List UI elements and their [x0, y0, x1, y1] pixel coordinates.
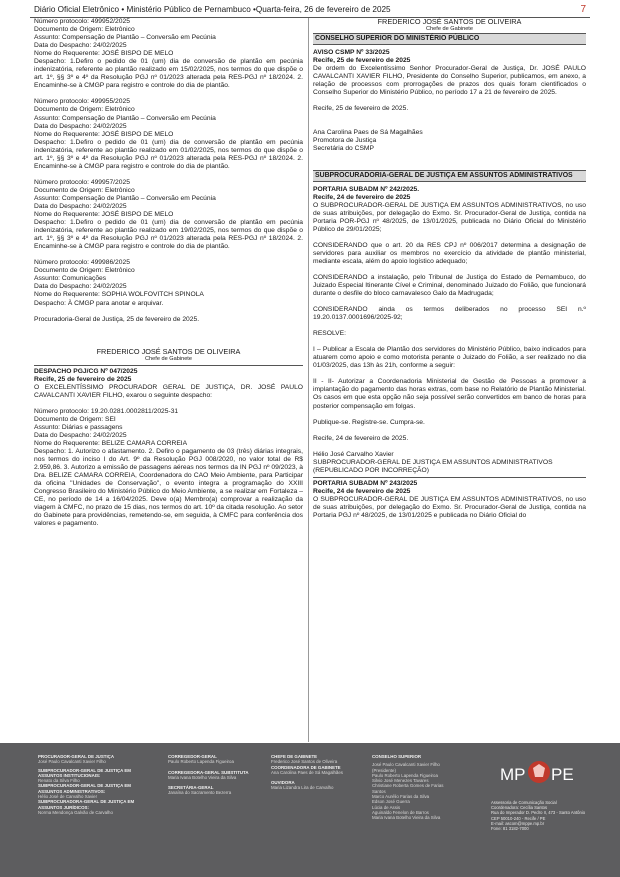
footer-heading: CHEFE DE GABINETE	[271, 754, 318, 759]
signature-role: Secretária do CSMP	[313, 145, 374, 153]
mppe-logo-icon	[498, 755, 576, 791]
considerando: CONSIDERANDO a instalação, pelo Tribunal de Justiça do Estado de Pernambuco, do Juizado Especial Itinerante Cível e Criminal, denominado Juizado do Folião, que funcionará durante o desfile do bloco carnavalesco Galo da Madrugada;	[313, 273, 586, 298]
right-column	[313, 18, 586, 520]
despacho-date: Data do Despacho: 24/02/2025	[34, 42, 127, 50]
signature-role: Promotora de Justiça	[313, 137, 377, 145]
footer-heading: Assessoria de Comunicação Social	[491, 800, 557, 805]
footer-column	[372, 754, 452, 821]
document-origin: Documento de Origem: Eletrônico	[34, 267, 135, 275]
footer-text: Marco Aurélio Farias da Silva	[372, 794, 430, 800]
despacho-date: Data do Despacho: 24/02/2025	[34, 283, 127, 291]
considerando: CONSIDERANDO que o art. 20 da RES CPJ nº 006/2017 determina a designação de servidores para auxiliar os membros no exercício da atividade de plantão ministerial, mediante escala, além do apoio logístico adequado;	[313, 241, 586, 265]
document-origin: Documento de Origem: SEI	[34, 415, 116, 423]
despacho-text: Despacho: À CMGP para anotar e arquivar.	[34, 299, 164, 307]
portaria-date: Recife, 24 de fevereiro de 2025	[313, 193, 411, 201]
signature-name: FREDERICO JOSÉ SANTOS DE OLIVEIRA	[96, 346, 241, 356]
despacho-date: Data do Despacho: 24/02/2025	[34, 431, 127, 439]
footer-text: Aguinaldo Fenelon de Barros	[372, 809, 429, 815]
footer-heading: CORREGEDORA-GERAL SUBSTITUTA	[168, 769, 249, 775]
footer-text: Fone: 81 3182-7000	[491, 826, 529, 832]
requester: Nome do Requerente: JOSÉ BISPO DE MELO	[34, 50, 174, 58]
aviso-body: De ordem do Excelentíssimo Senhor Procurador-Geral de Justiça, Dr. JOSÉ PAULO CAVALCANTI XAVIER FILHO, Presidente do Conselho Superior, publicamos, em anexo, a relação de processos com prorrogações de prazos dos quais foram cientificados o Conselho Superior do Ministério Público, no período 17 a 21 de fevereiro de 2025.	[313, 65, 586, 97]
section-heading-csmp: CONSELHO SUPERIOR DO MINISTÉRIO PÚBLICO	[313, 33, 586, 45]
despacho-date-line: Recife, 25 de fevereiro de 2025	[34, 375, 132, 383]
despacho-title: DESPACHO PGJ/CG Nº 047/2025	[34, 367, 138, 375]
footer-text: Renato da Silva Filho	[38, 778, 80, 784]
requester: Nome do Requerente: BELIZE CAMARA CORREIA	[34, 440, 188, 448]
footer-text: Maria Ivana Botelho Vieira da Silva	[168, 774, 237, 780]
resolve-label: RESOLVE:	[313, 330, 346, 338]
protocol-number: Número protocolo: 499957/2025	[34, 178, 130, 186]
footer-heading: CORREGEDOR-GERAL	[168, 754, 217, 759]
footer-text: Edson José Guerra	[372, 799, 410, 805]
considerando: CONSIDERANDO ainda os termos deliberados no processo SEI n.º 19.20.0137.0001696/2025-92;	[313, 306, 586, 322]
footer-heading: OUVIDORA	[271, 780, 295, 786]
footer-text: Christiane Roberta Gomes de Farias Santos	[372, 783, 444, 794]
footer-column	[271, 754, 361, 791]
footer-heading: SUBPROCURADORA-GERAL DE JUSTIÇA EM ASSUNTOS JURÍDICOS:	[38, 799, 135, 810]
aviso-date: Recife, 25 de fevereiro de 2025	[313, 57, 411, 65]
subject: Assunto: Diárias e passagens	[34, 423, 123, 431]
footer-text: José Paulo Cavalcanti Xavier Filho	[372, 762, 440, 768]
signature-name: Hélio José Carvalho Xavier	[313, 450, 394, 458]
svg-text:MP: MP	[500, 765, 526, 784]
mppe-logo	[498, 755, 576, 791]
despacho-text: Despacho: 1.Defiro o pedido de 01 (um) dia de conversão de plantão em pecúnia indenizatória, referente ao plantão realizado em 19/02/2025, nos termos do que dispõe o art. 1º, §§ 3º e 4º da Resolução PGJ nº 01/2023 alterada pela RES-PGJ nº 18/2024. 2. Encaminhe-se à CMGP para registro e controle do dia de plantão.	[34, 219, 303, 251]
despacho-item	[34, 98, 303, 170]
footer-text: Janaína do Sacramento Bezerra	[168, 790, 232, 796]
despacho-intro: O EXCELENTÍSSIMO PROCURADOR GERAL DE JUSTIÇA, DR. JOSÉ PAULO CAVALCANTI XAVIER FILHO, exarou o seguinte despacho:	[34, 383, 303, 399]
requester: Nome do Requerente: SOPHIA WOLFOVITCH SPINOLA	[34, 291, 204, 299]
footer-column	[168, 754, 258, 796]
aviso-title: AVISO CSMP Nº 33/2025	[313, 49, 390, 57]
despacho-text: Despacho: 1.Defiro o pedido de 01 (um) dia de conversão de plantão em pecúnia indenizatória, referente ao plantão realizado em 15/02/2025, nos termos do que dispõe o art. 1º, §§ 3º e 4º da Resolução PGJ nº 01/2023 alterada pela RES-PGJ nº 18/2024. 2. Encaminhe-se à CMGP para registro e controle do dia de plantão.	[34, 58, 303, 90]
protocol-number: Número protocolo: 499952/2025	[34, 18, 130, 25]
protocol-number: Número protocolo: 499955/2025	[34, 98, 130, 106]
despacho-text: Despacho: 1.Defiro o pedido de 01 (um) dia de conversão de plantão em pecúnia indenizatória, referente ao plantão realizado em 01/02/2025, nos termos do que dispõe o art. 1º, §§ 3º e 4º da Resolução PGJ nº 01/2023 alterada pela RES-PGJ nº 18/2024. 2. Encaminhe-se à CMGP para registro e controle do dia de plantão.	[34, 138, 303, 170]
despacho-item	[34, 18, 303, 90]
despacho-text: Despacho: 1. Autorizo o afastamento. 2. Defiro o pagamento de 03 (três) diárias integrais, nos termos do inciso I do Art. 9º da Resolução PGJ 008/2020, no valor total de R$ 2.959,86. 3. Autorizo a emissão de passagens aéreas nos termos da IN PGJ nº 09/2023, à Dra. BELIZE CAMARA CORREIA, Coordenadora do CAO Meio Ambiente, para Participar da oficina "Unidades de Conservação", o evento integra a programação do XXIII Congresso Brasileiro do Ministério Público do Meio Ambiente, a se realizar em Fortaleza – CE, no período de 14 a 16/04/2025. Deve o(a) Membro(a) comprovar a realização da viagem à CMFC, no prazo de 15 dias, nos termos do art. 10º da citada resolução. Ao setor do Gabinete para providências, remetendo-se, em seguida, à CMFC para conferência dos valores e pagamento.	[34, 448, 303, 528]
portaria-title: PORTARIA SUBADM Nº 242/2025.	[313, 185, 420, 193]
protocol-number: Número protocolo: 499986/2025	[34, 259, 130, 267]
footer-heading: SUBPROCURADOR-GERAL DE JUSTIÇA EM ASSUNTOS ADMINISTRATIVOS:	[38, 783, 131, 794]
signature-name: FREDERICO JOSÉ SANTOS DE OLIVEIRA	[377, 17, 522, 26]
despacho-item	[34, 179, 303, 251]
footer-text: Coordenadora: Cecília Santos	[491, 805, 548, 811]
despacho-item	[34, 259, 303, 307]
page-number: 7	[580, 4, 586, 15]
footer-heading: SECRETÁRIA-GERAL	[168, 785, 214, 791]
footer-text: Silvio José Menezes Tavares	[372, 778, 429, 784]
footer-text: E-mail: ascom@mppe.mp.br	[491, 820, 545, 826]
footer-text: Ana Carolina Paes de Sá Magalhães	[271, 769, 344, 775]
portaria-title: PORTARIA SUBADM Nº 243/2025	[313, 479, 418, 487]
closing-line: Recife, 25 de fevereiro de 2025.	[313, 105, 409, 113]
despacho-date: Data do Despacho: 24/02/2025	[34, 122, 127, 130]
resolve-item: II - II- Autorizar a Coordenadoria Ministerial de Gestão de Pessoas a promover a implantação do pagamento das horas extras, com base no Relatório de Plantão Ministerial. Os casos em que esta opção não seja possível serão convertidos em banco de horas para posterior compensação em folgas.	[313, 378, 586, 410]
signature-role: Chefe de Gabinete	[426, 26, 473, 33]
left-column	[34, 18, 303, 529]
subject: Assunto: Compensação de Plantão – Conversão em Pecúnia	[34, 194, 216, 202]
footer-text: CEP 50010-240 - Recife / PE	[491, 815, 546, 821]
closing-line: Recife, 24 de fevereiro de 2025.	[313, 434, 409, 442]
document-origin: Documento de Origem: Eletrônico	[34, 106, 135, 114]
page-footer	[0, 743, 620, 877]
header-title: Diário Oficial Eletrônico • Ministério Público de Pernambuco •Quarta-feira, 26 de fevereiro de 2025	[34, 5, 391, 14]
section-divider	[34, 365, 303, 366]
svg-text:PE: PE	[551, 765, 574, 784]
publication-line: Publique-se. Registre-se. Cumpra-se.	[313, 418, 425, 426]
footer-heading: COORDENADORA DE GABINETE	[271, 764, 341, 770]
footer-address	[491, 800, 601, 831]
portaria-intro: O SUBPROCURADOR-GERAL DE JUSTIÇA EM ASSUNTOS ADMINISTRATIVOS, no uso de suas atribuições, por delegação do Exmo. Sr. Procurador-Geral de Justiça, contida na Portaria PGJ nº 48/2025, de 13/01/2025 e publicada no Diário Oficial do	[313, 495, 586, 519]
column-divider	[308, 18, 309, 742]
signature-role: Chefe de Gabinete	[145, 355, 192, 362]
footer-text: José Paulo Cavalcanti Xavier Filho	[38, 759, 106, 765]
page-header	[34, 3, 586, 17]
subject: Assunto: Comunicações	[34, 275, 107, 283]
section-heading-subadm: SUBPROCURADORIA-GERAL DE JUSTIÇA EM ASSUNTOS ADMINISTRATIVOS	[313, 170, 586, 182]
subject: Assunto: Compensação de Plantão – Conversão em Pecúnia	[34, 34, 216, 42]
footer-text: Maria Lizandra Lira de Carvalho	[271, 785, 334, 791]
footer-heading: CONSELHO SUPERIOR	[372, 754, 422, 759]
footer-text: Paulo Roberto Lapenda Figueiroa	[168, 759, 234, 765]
requester: Nome do Requerente: JOSÉ BISPO DE MELO	[34, 130, 174, 138]
signature-role: SUBPROCURADOR-GERAL DE JUSTIÇA EM ASSUNTOS ADMINISTRATIVOS	[313, 458, 553, 466]
footer-text: (Presidente)	[372, 767, 396, 773]
resolve-item: I – Publicar a Escala de Plantão dos servidores do Ministério Público, baixo indicados para atuarem como apoio e como motorista perante o Juizado do Folião, a ser realizado no dia 01/03/2025, das 13h às 21h, conforme a seguir:	[313, 346, 586, 370]
closing-line: Procuradoria-Geral de Justiça, 25 de fevereiro de 2025.	[34, 315, 200, 323]
document-origin: Documento de Origem: Eletrônico	[34, 186, 135, 194]
footer-heading: PROCURADOR-GERAL DE JUSTIÇA	[38, 754, 115, 759]
footer-column	[38, 754, 153, 815]
republication-note: (REPUBLICADO POR INCORREÇÃO)	[313, 466, 429, 474]
footer-heading: SUBPROCURADOR-GERAL DE JUSTIÇA EM ASSUNTOS INSTITUCIONAIS:	[38, 767, 131, 778]
footer-text: Frederico José Santos de Oliveira	[271, 759, 338, 765]
section-divider	[313, 477, 586, 478]
footer-text: Maria Ivana Botelho Vieira da Silva	[372, 815, 441, 821]
footer-text: Paulo Roberto Lapenda Figueiroa	[372, 772, 438, 778]
document-origin: Documento de Origem: Eletrônico	[34, 26, 135, 34]
requester: Nome do Requerente: JOSÉ BISPO DE MELO	[34, 211, 174, 219]
footer-text: Norma Mendonça Galvão de Carvalho	[38, 809, 113, 815]
signature-name: Ana Carolina Paes de Sá Magalhães	[313, 129, 423, 137]
portaria-intro: O SUBPROCURADOR-GERAL DE JUSTIÇA EM ASSUNTOS ADMINISTRATIVOS, no uso de suas atribuições, por delegação do Exmo. Sr. Procurador-Geral de Justiça, contida na Portaria POR-PGJ nº 48/2025, de 13/01/2025, publicada no Diário Oficial do Ministério Público de 29/01/2025;	[313, 201, 586, 233]
footer-text: Hélio José de Carvalho Xavier	[38, 794, 98, 800]
footer-text: Rua do Imperador D. Pedro II, 473 - Santo Antônio	[491, 810, 586, 816]
portaria-date: Recife, 24 de fevereiro de 2025	[313, 487, 411, 495]
subject: Assunto: Compensação de Plantão – Conversão em Pecúnia	[34, 114, 216, 122]
despacho-date: Data do Despacho: 24/02/2025	[34, 202, 127, 210]
footer-text: Lúcia de Assis	[372, 804, 401, 810]
protocol-number: Número protocolo: 19.20.0281.0002811/2025-31	[34, 407, 179, 415]
